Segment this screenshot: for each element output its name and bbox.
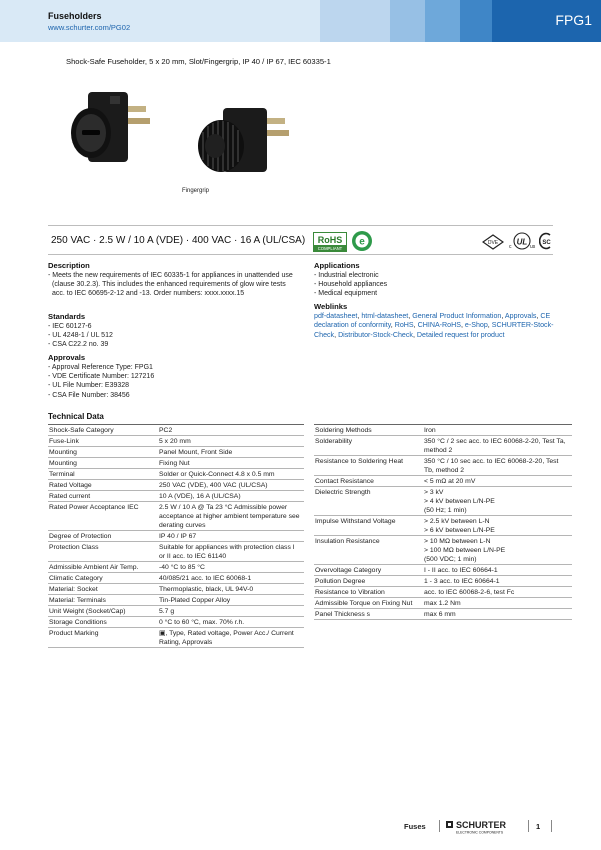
table-row bbox=[314, 565, 572, 576]
category-title: Fuseholders bbox=[48, 11, 102, 21]
table-row bbox=[314, 598, 572, 609]
spec-name: Pollution Degree bbox=[314, 576, 424, 587]
spec-value: Tin-Plated Copper Alloy bbox=[159, 595, 304, 606]
table-row bbox=[48, 542, 304, 562]
product-subtitle: Shock-Safe Fuseholder, 5 x 20 mm, Slot/Fingergrip, IP 40 / IP 67, IEC 60335-1 bbox=[66, 57, 331, 66]
brand-tagline: ELECTRONIC COMPONENTS bbox=[456, 830, 504, 835]
ratings-text: 250 VAC · 2.5 W / 10 A (VDE) · 400 VAC · 16 A (UL/CSA) bbox=[51, 235, 306, 246]
page-number: 1 bbox=[536, 822, 541, 831]
table-row bbox=[48, 573, 304, 584]
spec-value: Thermoplastic, black, UL 94V-0 bbox=[159, 584, 304, 595]
table-row bbox=[48, 458, 304, 469]
spec-value: 2.5 W / 10 A @ Ta 23 °C Admissible power acceptance at higher ambient temperature see derating curves bbox=[159, 502, 304, 531]
spec-value: acc. to IEC 60068-2-6, test Fc bbox=[424, 587, 572, 598]
spec-name: Material: Terminals bbox=[48, 595, 159, 606]
spec-value: Suitable for appliances with protection class I or II acc. to IEC 61140 bbox=[159, 542, 304, 562]
description-heading: Description bbox=[48, 261, 90, 270]
list-item: - Household appliances bbox=[314, 281, 388, 289]
china-rohs-label: e bbox=[359, 236, 365, 248]
spec-value: 40/085/21 acc. to IEC 60068-1 bbox=[159, 573, 304, 584]
table-row bbox=[314, 609, 572, 620]
ul-prefix-label: c bbox=[509, 244, 512, 250]
spec-name: Panel Thickness s bbox=[314, 609, 424, 620]
spec-value: > 10 MΩ between L-N > 100 MΩ between L/N-PE (500 VDC; 1 min) bbox=[424, 536, 572, 565]
table-row bbox=[48, 502, 304, 531]
footer-section-label: Fuses bbox=[404, 822, 426, 831]
applications-list bbox=[314, 271, 564, 299]
spec-value: 10 A (VDE), 16 A (UL/CSA) bbox=[159, 491, 304, 502]
list-item: - Approval Reference Type: FPG1 bbox=[48, 364, 153, 371]
weblink[interactable]: Approvals bbox=[504, 312, 537, 320]
list-item: - UL File Number: E39328 bbox=[48, 382, 130, 390]
approvals-list bbox=[48, 363, 300, 400]
header-color-segment bbox=[320, 0, 390, 42]
spec-value: 350 °C / 2 sec acc. to IEC 60068-2-20, Test Ta, method 2 bbox=[424, 436, 572, 456]
spec-name: Rated Voltage bbox=[48, 480, 159, 491]
table-row bbox=[48, 447, 304, 458]
technical-data-left-table bbox=[48, 424, 304, 648]
spec-value: 350 °C / 10 sec acc. to IEC 60068-2-20, Test Tb, method 2 bbox=[424, 456, 572, 476]
spec-name: Terminal bbox=[48, 469, 159, 480]
spec-name: Contact Resistance bbox=[314, 476, 424, 487]
ratings-band bbox=[48, 225, 553, 255]
table-row bbox=[314, 536, 572, 565]
footer-divider bbox=[551, 820, 552, 832]
table-row bbox=[48, 469, 304, 480]
brand-name: SCHURTER bbox=[456, 820, 507, 830]
cul-us-mark-icon bbox=[508, 231, 536, 251]
spec-value: I - II acc. to IEC 60664-1 bbox=[424, 565, 572, 576]
category-url-link[interactable]: www.schurter.com/PG02 bbox=[48, 23, 131, 32]
table-row bbox=[48, 425, 304, 436]
spec-value: 250 VAC (VDE), 400 VAC (UL/CSA) bbox=[159, 480, 304, 491]
spec-name: Climatic Category bbox=[48, 573, 159, 584]
rohs-sub-label: COMPLIANT bbox=[317, 246, 343, 251]
table-row bbox=[48, 595, 304, 606]
spec-value: Iron bbox=[424, 425, 572, 436]
ul-suffix-label: us bbox=[530, 244, 536, 250]
table-row bbox=[48, 531, 304, 542]
weblink[interactable]: e-Shop bbox=[464, 321, 488, 330]
weblink[interactable]: CE declaration of conformity bbox=[314, 312, 551, 330]
table-row bbox=[48, 606, 304, 617]
table-row bbox=[314, 487, 572, 516]
standards-heading: Standards bbox=[48, 312, 86, 321]
spec-value: Panel Mount, Front Side bbox=[159, 447, 304, 458]
table-row bbox=[314, 476, 572, 487]
weblink[interactable]: Detailed request for product bbox=[416, 330, 505, 339]
spec-name: Protection Class bbox=[48, 542, 159, 562]
spec-name: Product Marking bbox=[48, 628, 159, 648]
spec-value: Fixing Nut bbox=[159, 458, 304, 469]
header-color-segment bbox=[425, 0, 460, 42]
spec-value: > 2.5 kV between L-N > 6 kV between L/N-PE bbox=[424, 516, 572, 536]
csa-label: SC bbox=[542, 240, 551, 246]
weblink[interactable]: General Product Information bbox=[412, 312, 502, 320]
spec-name: Shock-Safe Category bbox=[48, 425, 159, 436]
spec-name: Dielectric Strength bbox=[314, 487, 424, 516]
spec-name: Resistance to Soldering Heat bbox=[314, 456, 424, 476]
weblinks-heading: Weblinks bbox=[314, 302, 348, 311]
technical-data-right-table bbox=[314, 424, 572, 620]
spec-name: Mounting bbox=[48, 458, 159, 469]
spec-value: IP 40 / IP 67 bbox=[159, 531, 304, 542]
header-color-segment bbox=[390, 0, 425, 42]
header-color-segment bbox=[460, 0, 492, 42]
list-item: - CSA C22.2 no. 39 bbox=[48, 341, 109, 349]
spec-name: Overvoltage Category bbox=[314, 565, 424, 576]
spec-name: Unit Weight (Socket/Cap) bbox=[48, 606, 159, 617]
list-item: - UL 4248-1 / UL 512 bbox=[48, 332, 113, 340]
weblink[interactable]: SCHURTER-Stock-Check bbox=[314, 321, 554, 339]
table-row bbox=[314, 456, 572, 476]
spec-name: Solderability bbox=[314, 436, 424, 456]
table-row bbox=[48, 562, 304, 573]
header-band bbox=[0, 0, 601, 42]
spec-value: 0 °C to 60 °C, max. 70% r.h. bbox=[159, 617, 304, 628]
table-row bbox=[314, 516, 572, 536]
table-row bbox=[48, 628, 304, 648]
footer-divider bbox=[528, 820, 529, 832]
weblinks-list: pdf-datasheet, html-datasheet, General Product Information, Approvals, CE declaration of conformity, RoHS, CHINA-RoHS, e-Shop, SCHURTER-Stock-Check, Distributor-Stock-Check, Detailed request for product bbox=[314, 312, 554, 339]
list-item: - Meets the new requirements of IEC 60335-1 for appliances in unattended use (clause 30.2.3). This includes the enhanced requirements of glow wire tests acc. to IEC 60695-2-12 and -13. Order numbers: xxxx.xxxx.15 bbox=[48, 272, 293, 298]
spec-name: Impulse Withstand Voltage bbox=[314, 516, 424, 536]
table-row bbox=[48, 617, 304, 628]
weblink[interactable]: CHINA-RoHS bbox=[417, 321, 461, 330]
spec-value: max 1.2 Nm bbox=[424, 598, 572, 609]
footer-divider bbox=[439, 820, 440, 832]
list-item: - Industrial electronic bbox=[314, 272, 379, 279]
weblink[interactable]: html-datasheet bbox=[361, 312, 409, 320]
table-row bbox=[314, 587, 572, 598]
spec-name: Degree of Protection bbox=[48, 531, 159, 542]
list-item: - IEC 60127-6 bbox=[48, 323, 92, 330]
ul-label: UL bbox=[516, 237, 528, 247]
table-row bbox=[48, 491, 304, 502]
spec-name: Admissible Ambient Air Temp. bbox=[48, 562, 159, 573]
schurter-logo bbox=[446, 818, 518, 836]
vde-label: DVE bbox=[487, 240, 499, 247]
approvals-heading: Approvals bbox=[48, 353, 86, 362]
spec-name: Admissible Torque on Fixing Nut bbox=[314, 598, 424, 609]
description-list bbox=[48, 271, 300, 299]
china-rohs-icon bbox=[351, 230, 373, 252]
spec-name: Resistance to Vibration bbox=[314, 587, 424, 598]
list-item: - CSA File Number: 38456 bbox=[48, 391, 130, 399]
spec-name: Material: Socket bbox=[48, 584, 159, 595]
applications-heading: Applications bbox=[314, 261, 360, 270]
fuseholder-fingergrip-photo bbox=[185, 100, 295, 178]
spec-name: Insulation Resistance bbox=[314, 536, 424, 565]
spec-name: Storage Conditions bbox=[48, 617, 159, 628]
spec-value: ▣, Type, Rated voltage, Power Acc./ Current Rating, Approvals bbox=[159, 628, 304, 648]
weblink[interactable]: RoHS bbox=[394, 321, 414, 330]
table-row bbox=[48, 436, 304, 447]
spec-value: > 3 kV > 4 kV between L/N-PE (50 Hz; 1 min) bbox=[424, 487, 572, 516]
spec-name: Mounting bbox=[48, 447, 159, 458]
spec-value: 5 x 20 mm bbox=[159, 436, 304, 447]
technical-data-heading: Technical Data bbox=[48, 412, 104, 421]
list-item: - Medical equipment bbox=[314, 290, 378, 298]
rohs-label: RoHS bbox=[317, 235, 343, 245]
spec-name: Rated current bbox=[48, 491, 159, 502]
spec-name: Fuse-Link bbox=[48, 436, 159, 447]
figure-caption: Fingergrip bbox=[182, 188, 210, 194]
weblink[interactable]: Distributor-Stock-Check bbox=[338, 330, 413, 339]
spec-value: -40 °C to 85 °C bbox=[159, 562, 304, 573]
table-row bbox=[48, 480, 304, 491]
spec-value: Solder or Quick-Connect 4.8 x 0.5 mm bbox=[159, 469, 304, 480]
spec-name: Rated Power Acceptance IEC bbox=[48, 502, 159, 531]
spec-value: PC2 bbox=[159, 425, 304, 436]
spec-value: 1 - 3 acc. to IEC 60664-1 bbox=[424, 576, 572, 587]
product-code: FPG1 bbox=[555, 12, 592, 28]
spec-value: max 6 mm bbox=[424, 609, 572, 620]
spec-name: Soldering Methods bbox=[314, 425, 424, 436]
vde-mark-icon bbox=[482, 234, 504, 250]
table-row bbox=[314, 436, 572, 456]
standards-list bbox=[48, 322, 300, 350]
spec-value: < 5 mΩ at 20 mV bbox=[424, 476, 572, 487]
table-row bbox=[314, 425, 572, 436]
rohs-compliant-icon bbox=[313, 232, 347, 252]
spec-value: 5.7 g bbox=[159, 606, 304, 617]
csa-mark-icon bbox=[539, 232, 553, 250]
table-row bbox=[314, 576, 572, 587]
fuseholder-slot-photo bbox=[58, 88, 160, 168]
list-item: - VDE Certificate Number: 127216 bbox=[48, 373, 155, 381]
weblink[interactable]: pdf-datasheet bbox=[314, 312, 358, 320]
table-row bbox=[48, 584, 304, 595]
